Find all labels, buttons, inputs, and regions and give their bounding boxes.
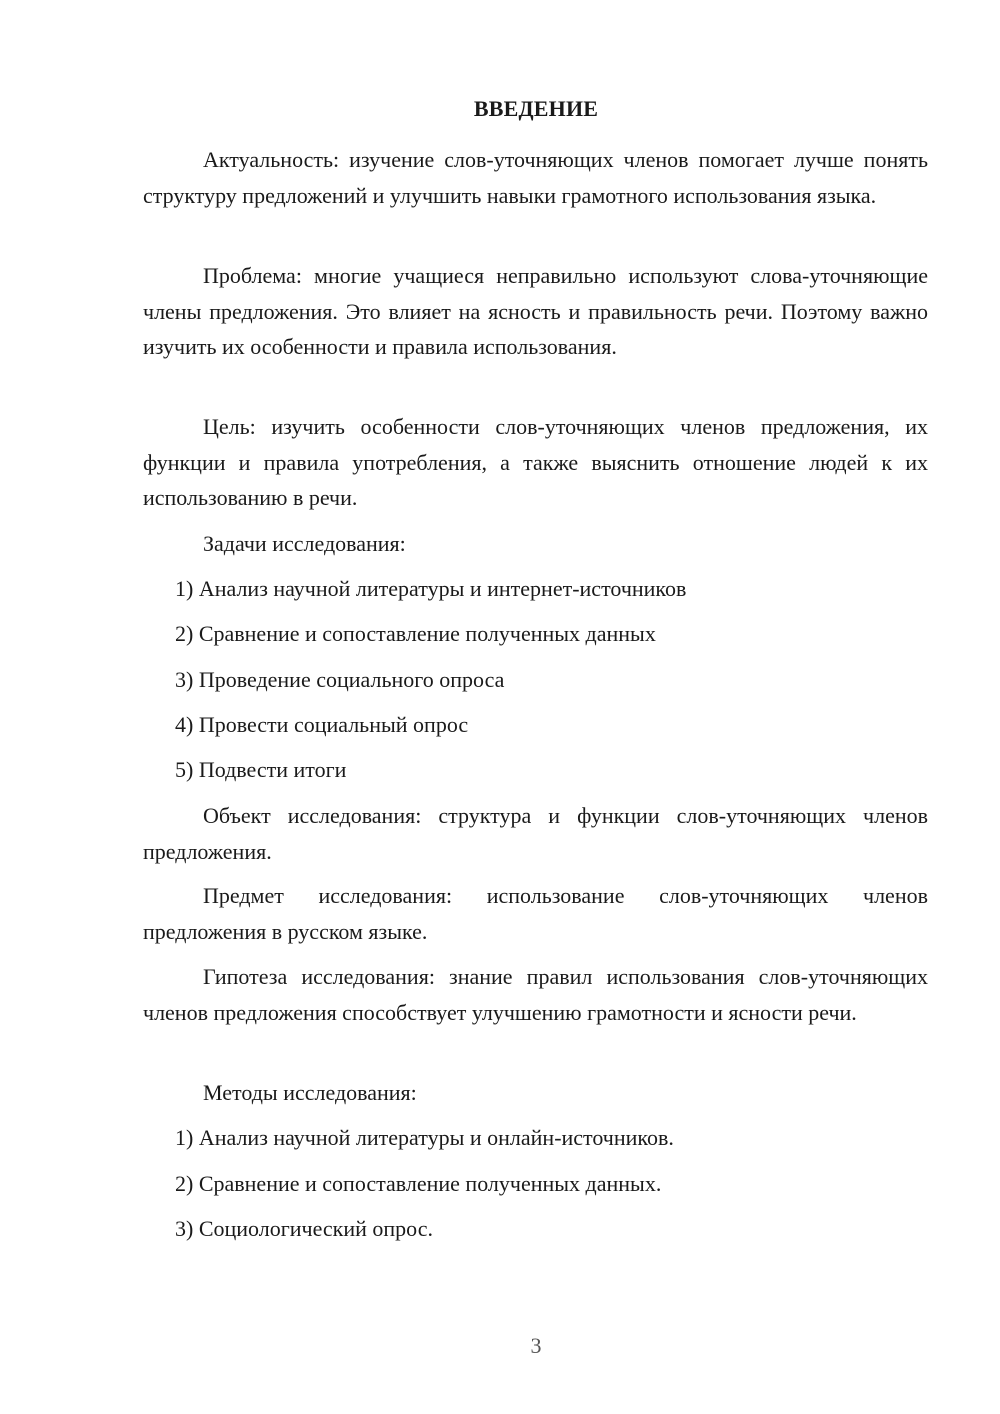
page-number: 3 [530,1333,542,1358]
methods-heading: Методы исследования: [203,1080,417,1105]
method-item-3: 3) Социологический опрос. [175,1216,433,1241]
page-title: ВВЕДЕНИЕ [473,96,599,121]
task-item-4: 4) Провести социальный опрос [175,712,469,737]
task-item-2: 2) Сравнение и сопоставление полученных данных [175,621,656,646]
tasks-heading: Задачи исследования: [203,531,406,556]
hypothesis-paragraph: Гипотеза исследования: знание правил использования слов-уточняющих членов предложения способствует улучшению грамотности и ясности речи. [143,964,928,1025]
task-item-1: 1) Анализ научной литературы и интернет-источников [175,576,687,601]
problem-paragraph: Проблема: многие учащиеся неправильно используют слова-уточняющие члены предложения. Это влияет на ясность и правильность речи. Поэтому важно изучить их особенности и правила использования. [143,263,928,359]
method-item-2: 2) Сравнение и сопоставление полученных данных. [175,1171,662,1196]
method-item-1: 1) Анализ научной литературы и онлайн-источников. [175,1125,674,1150]
task-item-3: 3) Проведение социального опроса [175,667,505,692]
relevance-paragraph: Актуальность: изучение слов-уточняющих членов помогает лучше понять структуру предложений и улучшить навыки грамотного использования языка. [143,147,928,208]
goal-paragraph: Цель: изучить особенности слов-уточняющих членов предложения, их функции и правила употребления, а также выяснить отношение людей к их использованию в речи. [143,414,928,510]
task-item-5: 5) Подвести итоги [175,757,347,782]
object-paragraph: Объект исследования: структура и функции слов-уточняющих членов предложения. [143,803,928,864]
subject-paragraph: Предмет исследования: использование слов-уточняющих членов предложения в русском языке. [143,883,928,944]
